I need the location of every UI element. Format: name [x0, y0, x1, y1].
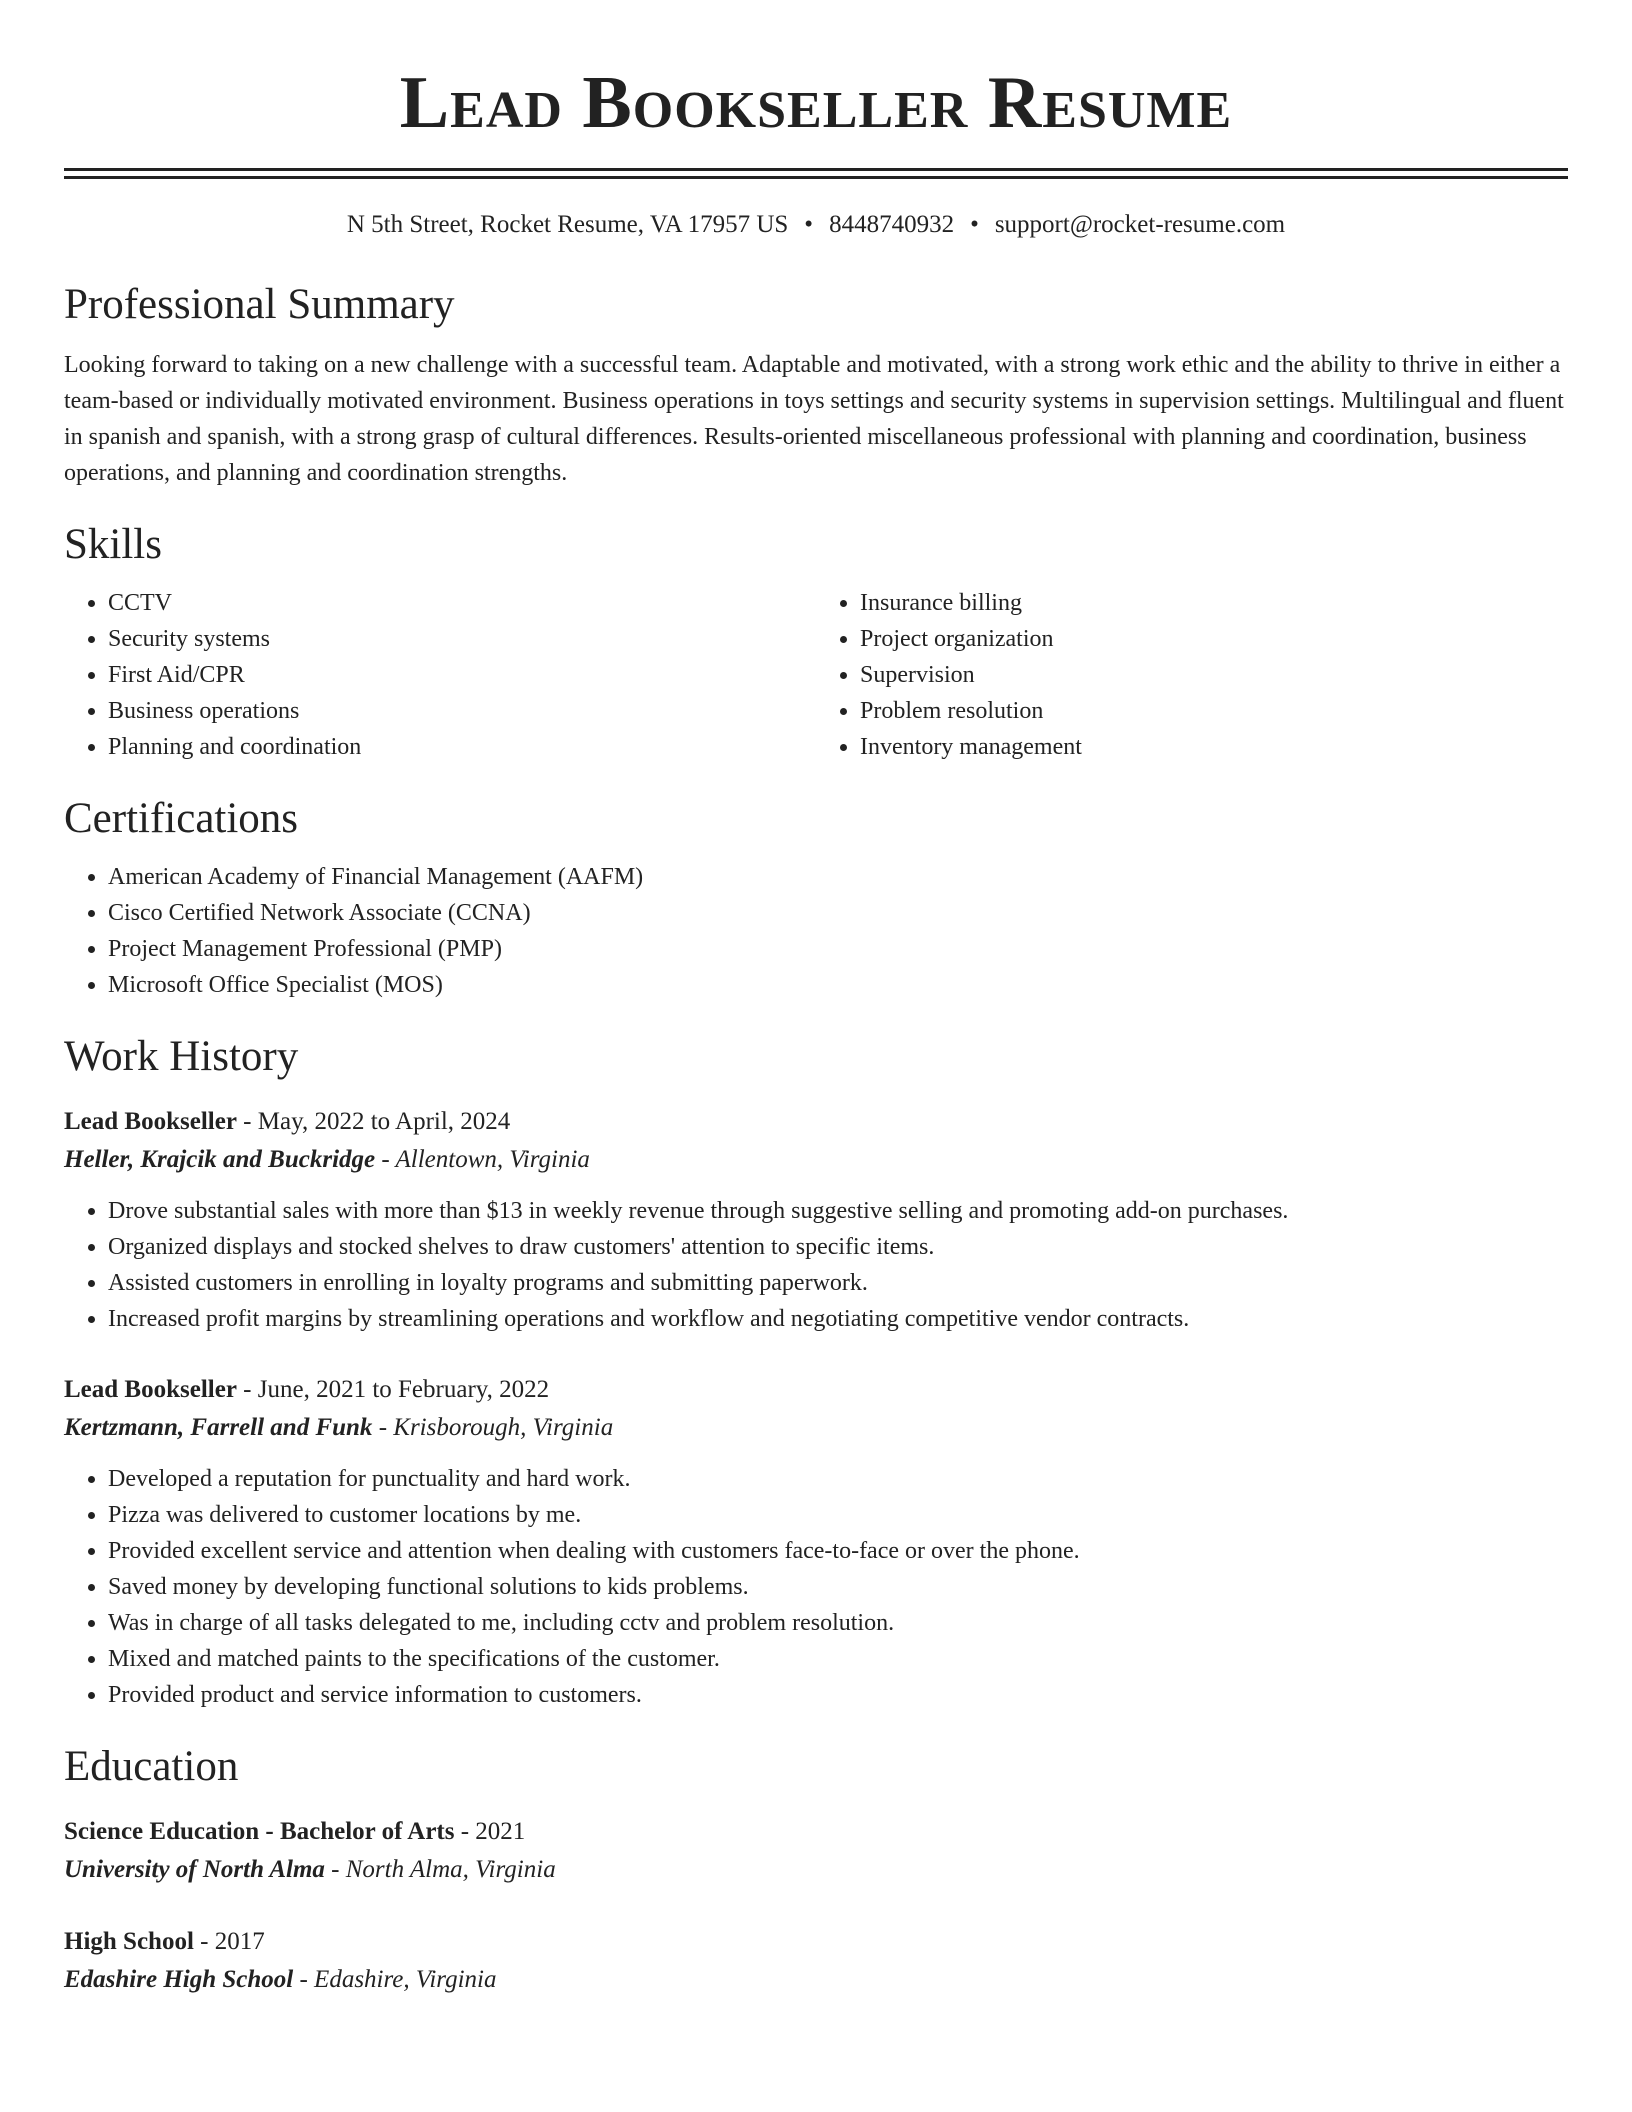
certifications-list — [64, 859, 1568, 1003]
contact-separator: • — [970, 211, 979, 238]
job-bullet: • Assisted customers in enrolling in loyalty programs and submitting paperwork. — [108, 1265, 1568, 1301]
skill-item: • First Aid/CPR — [108, 657, 816, 693]
job-header — [64, 1371, 1568, 1409]
job-company: Heller, Krajcik and Buckridge — [64, 1146, 376, 1173]
contact-separator: • — [804, 211, 814, 238]
job-bullet: • Organized displays and stocked shelves to draw customers' attention to specific items. — [108, 1229, 1568, 1265]
certification-item: • Project Management Professional (PMP) — [108, 931, 1568, 967]
certification-item: • Cisco Certified Network Associate (CCNA) — [108, 895, 1568, 931]
title-divider — [64, 168, 1568, 179]
job-title: Lead Bookseller — [64, 1376, 237, 1403]
education-header — [64, 1813, 1568, 1851]
certifications-section — [64, 793, 1568, 1003]
skill-item: • Business operations — [108, 693, 816, 729]
job-employer — [64, 1409, 1568, 1447]
skill-item: • Supervision — [860, 657, 1568, 693]
skill-item: • Project organization — [860, 621, 1568, 657]
job-company: Kertzmann, Farrell and Funk — [64, 1414, 373, 1441]
job-title: Lead Bookseller — [64, 1108, 237, 1135]
job-bullet: • Increased profit margins by streamlining operations and workflow and negotiating competitive vendor contracts. — [108, 1301, 1568, 1337]
skill-item: • Inventory management — [860, 729, 1568, 765]
education-school: University of North Alma — [64, 1856, 325, 1883]
work-history-heading: Work History — [64, 1033, 299, 1080]
contact-line — [64, 209, 1568, 241]
certification-item: • Microsoft Office Specialist (MOS) — [108, 967, 1568, 1003]
education-year: - 2021 — [454, 1818, 526, 1845]
work-history-section — [64, 1031, 1568, 1713]
skill-item: • Planning and coordination — [108, 729, 816, 765]
job-bullet: • Developed a reputation for punctuality and hard work. — [108, 1461, 1568, 1497]
contact-email: support@rocket-resume.com — [994, 211, 1286, 238]
job-header — [64, 1103, 1568, 1141]
skills-heading: Skills — [64, 521, 162, 568]
education-entry — [64, 1813, 1568, 1889]
education-entry — [64, 1923, 1568, 1999]
job-entry — [64, 1103, 1568, 1337]
summary-text: Looking forward to taking on a new challenge with a successful team. Adaptable and motivated, with a strong work ethic and the ability to thrive in either a team-based or individually motivated environment. Business operations in toys settings and security systems in supervision settings. Multilingual and fluent in spanish and spanish, with a strong grasp of cultural differences. Results-oriented miscellaneous professional with planning and coordination, business operations, and planning and coordination strengths. — [64, 352, 1564, 486]
education-school: Edashire High School — [64, 1966, 294, 1993]
education-section — [64, 1741, 1568, 1999]
skill-item: • CCTV — [108, 585, 816, 621]
page-title: Lead Bookseller Resume — [399, 62, 1233, 144]
summary-heading: Professional Summary — [64, 281, 455, 328]
education-school-line — [64, 1851, 1568, 1889]
skills-list-right — [816, 585, 1568, 765]
education-year: - 2017 — [193, 1928, 265, 1955]
job-employer — [64, 1141, 1568, 1179]
education-degree: High School — [64, 1928, 194, 1955]
job-location: - Allentown, Virginia — [375, 1146, 590, 1173]
job-bullet: • Provided excellent service and attention when dealing with customers face-to-face or over the phone. — [108, 1533, 1568, 1569]
skill-item: • Problem resolution — [860, 693, 1568, 729]
education-heading: Education — [64, 1743, 239, 1790]
skill-item: • Insurance billing — [860, 585, 1568, 621]
skills-list-left — [64, 585, 816, 765]
certifications-heading: Certifications — [64, 795, 299, 842]
job-bullet: • Saved money by developing functional solutions to kids problems. — [108, 1569, 1568, 1605]
job-location: - Krisborough, Virginia — [372, 1414, 614, 1441]
skill-item: • Security systems — [108, 621, 816, 657]
job-dates: - May, 2022 to April, 2024 — [236, 1108, 511, 1135]
summary-section — [64, 279, 1568, 491]
skills-section — [64, 519, 1568, 765]
education-location: - Edashire, Virginia — [293, 1966, 497, 1993]
job-bullets — [64, 1193, 1568, 1337]
job-entry — [64, 1371, 1568, 1713]
certification-item: • American Academy of Financial Management (AAFM) — [108, 859, 1568, 895]
job-bullet: • Drove substantial sales with more than $13 in weekly revenue through suggestive selling and promoting add-on purchases. — [108, 1193, 1568, 1229]
education-location: - North Alma, Virginia — [324, 1856, 556, 1883]
job-bullet: • Provided product and service information to customers. — [108, 1677, 1568, 1713]
job-bullet: • Pizza was delivered to customer locations by me. — [108, 1497, 1568, 1533]
job-dates: - June, 2021 to February, 2022 — [236, 1376, 550, 1403]
contact-address: N 5th Street, Rocket Resume, VA 17957 US — [346, 211, 789, 238]
job-bullet: • Mixed and matched paints to the specifications of the customer. — [108, 1641, 1568, 1677]
education-header — [64, 1923, 1568, 1961]
contact-phone: 8448740932 — [829, 211, 955, 238]
job-bullet: • Was in charge of all tasks delegated to me, including cctv and problem resolution. — [108, 1605, 1568, 1641]
skills-grid — [64, 585, 1568, 765]
education-degree: Science Education - Bachelor of Arts — [64, 1818, 455, 1845]
education-school-line — [64, 1961, 1568, 1999]
job-bullets — [64, 1461, 1568, 1713]
